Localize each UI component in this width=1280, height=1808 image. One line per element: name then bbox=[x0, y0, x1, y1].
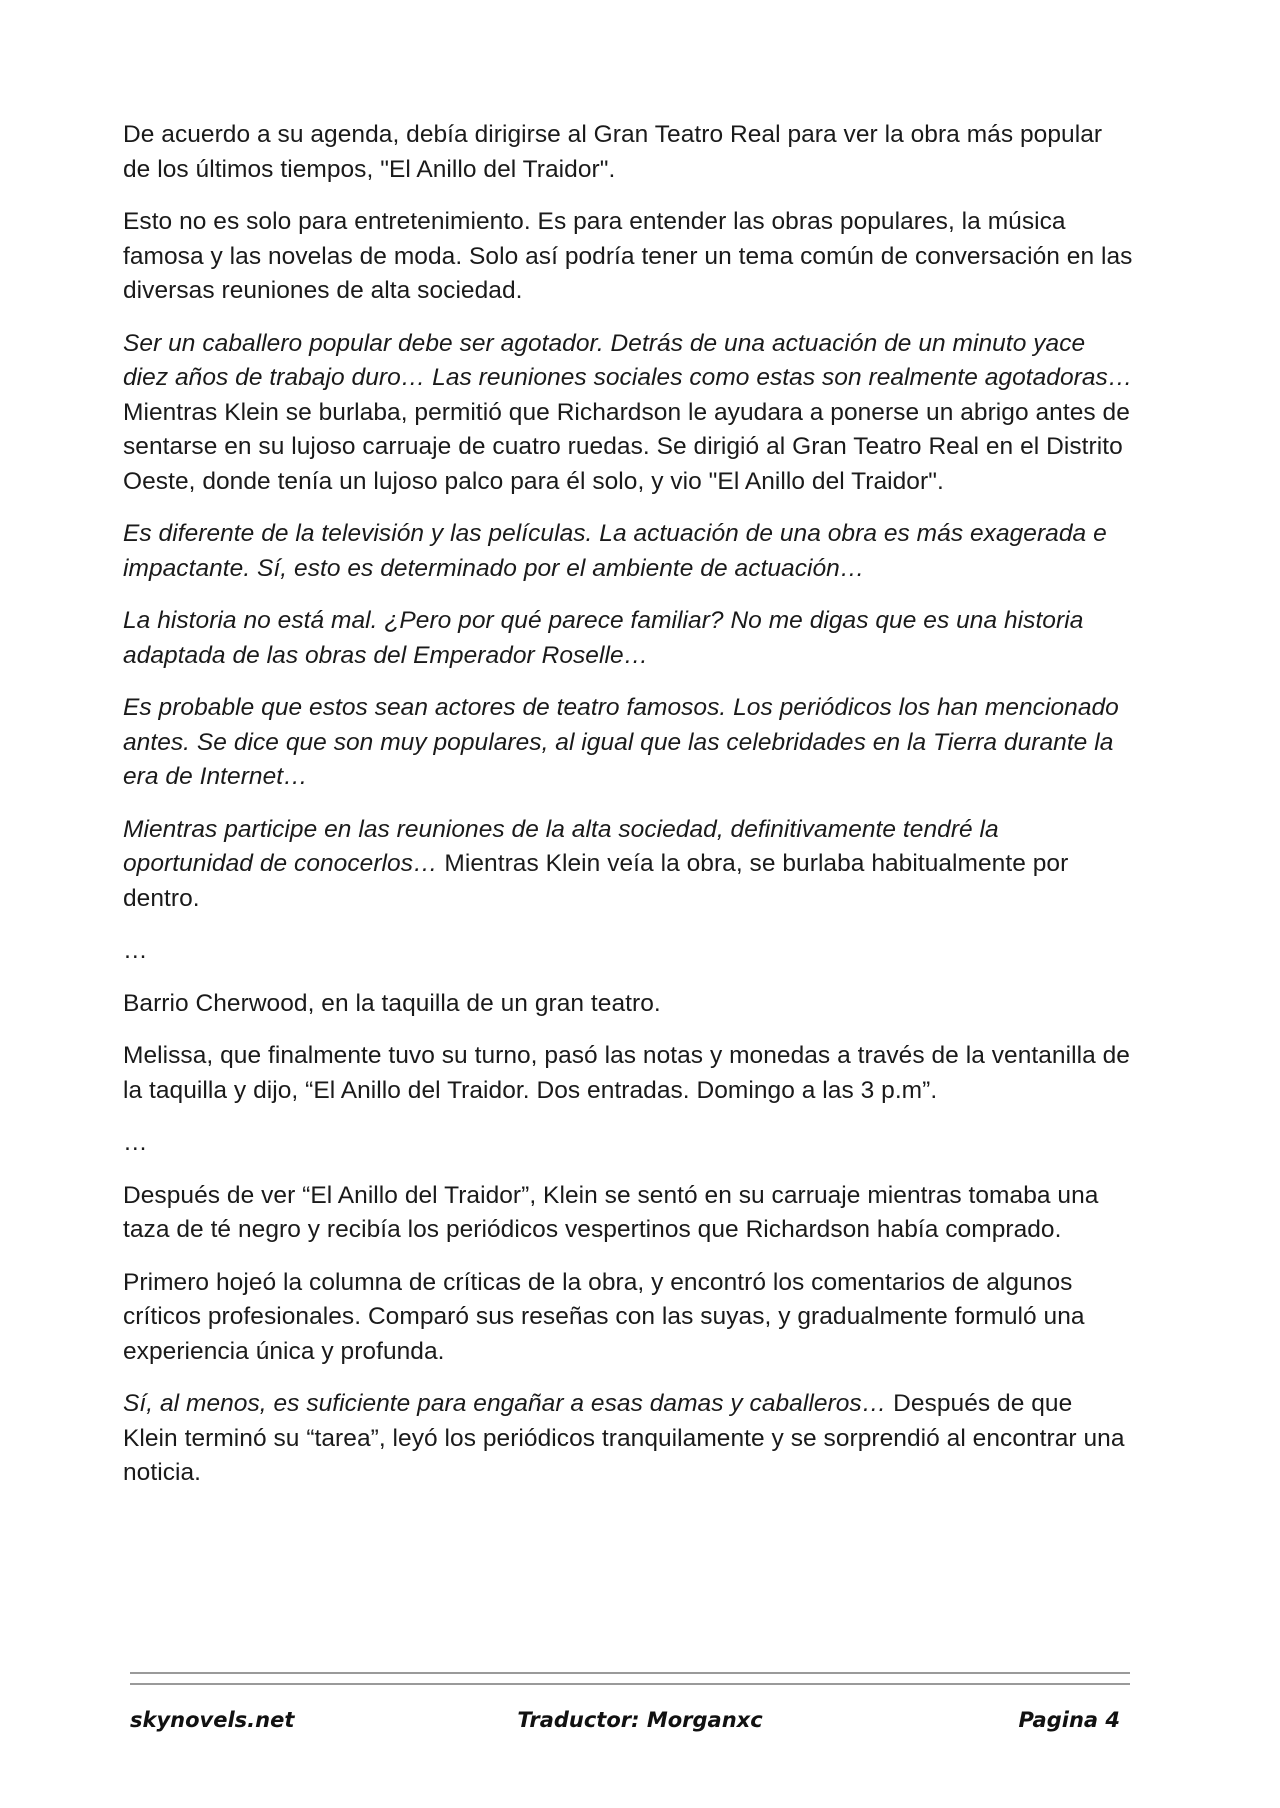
text-segment: Esto no es solo para entretenimiento. Es para entender las obras populares, la música famosa y las novelas de moda. Solo así podría tener un tema común de conversación en las diversas reuniones de alta sociedad. bbox=[123, 208, 1133, 304]
italic-text-segment: Es probable que estos sean actores de teatro famosos. Los periódicos los han mencionado antes. Se dice que son muy populares, al igual que las celebridades en la Tierra durante la era de Internet… bbox=[123, 694, 1119, 790]
text-segment: Después de que Klein terminó su “tarea”, leyó los periódicos tranquilamente y se sorprendió al encontrar una noticia. bbox=[123, 1390, 1125, 1486]
text-segment: Después de ver “El Anillo del Traidor”, Klein se sentó en su carruaje mientras tomaba una taza de té negro y recibía los periódicos vespertinos que Richardson había comprado. bbox=[123, 1181, 1099, 1243]
italic-text-segment: Sí, al menos, es suficiente para engañar a esas damas y caballeros… bbox=[123, 1390, 887, 1417]
italic-text-segment: Mientras participe en las reuniones de la alta sociedad, definitivamente tendré la oportunidad de conocerlos… bbox=[123, 815, 999, 877]
paragraph bbox=[123, 118, 1133, 187]
paragraph bbox=[123, 934, 1133, 969]
paragraph bbox=[123, 691, 1133, 795]
paragraph bbox=[123, 327, 1133, 500]
paragraph bbox=[123, 1179, 1133, 1248]
text-segment: Mientras Klein se burlaba, permitió que Richardson le ayudara a ponerse un abrigo antes de sentarse en su lujoso carruaje de cuatro ruedas. Se dirigió al Gran Teatro Real en el Distrito Oeste, donde tenía un lujoso palco para él solo, y vio "El Anillo del Traidor". bbox=[123, 398, 1130, 495]
paragraph bbox=[123, 1387, 1133, 1491]
paragraph bbox=[123, 987, 1133, 1022]
paragraph bbox=[123, 517, 1133, 586]
text-segment: … bbox=[123, 937, 148, 964]
italic-text-segment: La historia no está mal. ¿Pero por qué parece familiar? No me digas que es una historia adaptada de las obras del Emperador Roselle… bbox=[123, 607, 1084, 669]
paragraph bbox=[123, 1266, 1133, 1370]
footer-site: skynovels.net bbox=[130, 1708, 295, 1732]
italic-text-segment: Es diferente de la televisión y las películas. La actuación de una obra es más exagerada e impactante. Sí, esto es determinado por el ambiente de actuación… bbox=[123, 520, 1107, 582]
text-segment: Primero hojeó la columna de críticas de la obra, y encontró los comentarios de algunos críticos profesionales. Comparó sus reseñas con las suyas, y gradualmente formuló una experiencia única y profunda. bbox=[123, 1268, 1085, 1365]
text-segment: Mientras Klein veía la obra, se burlaba habitualmente por dentro. bbox=[123, 850, 1069, 912]
text-segment: De acuerdo a su agenda, debía dirigirse al Gran Teatro Real para ver la obra más popular de los últimos tiempos, "El Anillo del Traidor". bbox=[123, 121, 1103, 183]
footer-divider-bottom bbox=[130, 1683, 1130, 1685]
italic-text-segment: Ser un caballero popular debe ser agotador. Detrás de una actuación de un minuto yace diez años de trabajo duro… Las reuniones sociales como estas son realmente agotadoras… bbox=[123, 329, 1133, 391]
text-segment: … bbox=[123, 1129, 148, 1156]
footer-translator: Traductor: Morganxc bbox=[517, 1708, 763, 1732]
paragraph bbox=[123, 1039, 1133, 1108]
text-segment: Melissa, que finalmente tuvo su turno, pasó las notas y monedas a través de la ventanilla de la taquilla y dijo, “El Anillo del Traidor. Dos entradas. Domingo a las 3 p.m”. bbox=[123, 1042, 1130, 1104]
footer-page-number: Pagina 4 bbox=[1018, 1708, 1120, 1732]
paragraph bbox=[123, 1126, 1133, 1161]
text-segment: Barrio Cherwood, en la taquilla de un gran teatro. bbox=[123, 989, 661, 1017]
paragraph bbox=[123, 813, 1133, 917]
paragraph bbox=[123, 604, 1133, 673]
body-text bbox=[123, 118, 1133, 1509]
footer-divider-top bbox=[130, 1672, 1130, 1674]
paragraph bbox=[123, 205, 1133, 309]
